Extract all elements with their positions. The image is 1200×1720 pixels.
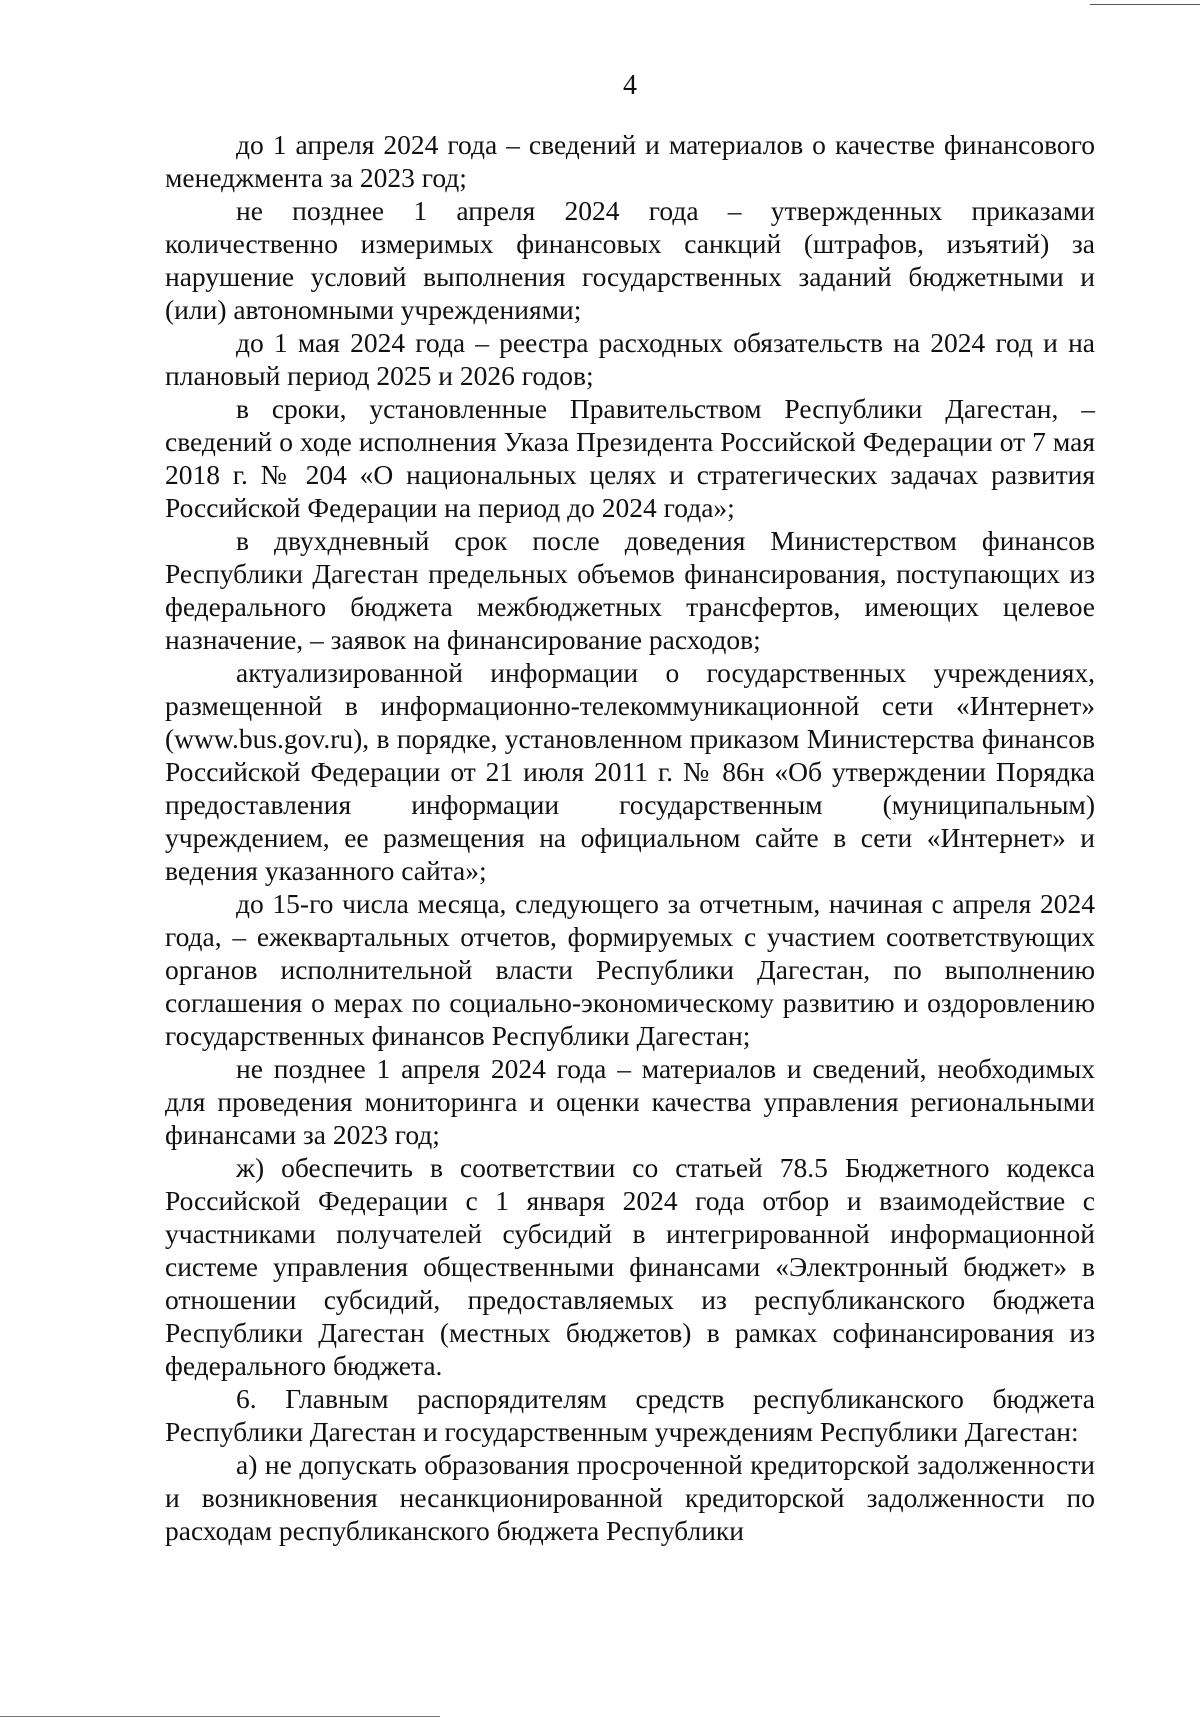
scan-edge-line-bottom bbox=[0, 1716, 440, 1717]
paragraph-institution-info: актуализированной информации о государственных учреждениях, размещенной в информационно-телекоммуникационной сети «Интернет» (www.bus.gov.ru), в порядке, установленном приказом Министерства финансов Российской Федерации от 21 июля 2011 г. № 86н «Об утверждении Порядка предоставления информации государственным (муниципальным) учреждением, ее размещения на официальном сайте в сети «Интернет» и ведения указанного сайта»; bbox=[165, 657, 1095, 886]
paragraph-financial-management: до 1 апреля 2024 года – сведений и материалов о качестве финансового менеджмента за 2023 год; bbox=[165, 129, 1095, 193]
scan-edge-line-top bbox=[1090, 4, 1200, 5]
paragraph-presidential-decree: в сроки, установленные Правительством Республики Дагестан, – сведений о ходе исполнения Указа Президента Российской Федерации от 7 мая 2018 г. № 204 «О национальных целях и стратегических задачах развития Российской Федерации на период до 2024 года»; bbox=[165, 393, 1095, 523]
document-body bbox=[165, 128, 1095, 1547]
page-number: 4 bbox=[623, 70, 637, 101]
paragraph-monitoring-materials: не позднее 1 апреля 2024 года – материалов и сведений, необходимых для проведения мониторинга и оценки качества управления региональными финансами за 2023 год; bbox=[165, 1053, 1095, 1150]
paragraph-section-6: 6. Главным распорядителям средств республиканского бюджета Республики Дагестан и государственным учреждениям Республики Дагестан: bbox=[165, 1383, 1095, 1447]
paragraph-quarterly-reports: до 15-го числа месяца, следующего за отчетным, начиная с апреля 2024 года, – ежеквартальных отчетов, формируемых с участием соответствующих органов исполнительной власти Республики Дагестан, по выполнению соглашения о мерах по социально-экономическому развитию и оздоровлению государственных финансов Республики Дагестан; bbox=[165, 888, 1095, 1051]
paragraph-accounts-payable: а) не допускать образования просроченной кредиторской задолженности и возникновения несанкционированной кредиторской задолженности по расходам республиканского бюджета Республики bbox=[165, 1449, 1095, 1546]
paragraph-electronic-budget: ж) обеспечить в соответствии со статьей 78.5 Бюджетного кодекса Российской Федерации с 1 января 2024 года отбор и взаимодействие с участниками получателей субсидий в интегрированной информационной системе управления общественными финансами «Электронный бюджет» в отношении субсидий, предоставляемых из республиканского бюджета Республики Дагестан (местных бюджетов) в рамках софинансирования из федерального бюджета. bbox=[165, 1152, 1095, 1381]
paragraph-financing-requests: в двухдневный срок после доведения Министерством финансов Республики Дагестан предельных объемов финансирования, поступающих из федерального бюджета межбюджетных трансфертов, имеющих целевое назначение, – заявок на финансирование расходов; bbox=[165, 525, 1095, 655]
paragraph-financial-sanctions: не позднее 1 апреля 2024 года – утвержденных приказами количественно измеримых финансовых санкций (штрафов, изъятий) за нарушение условий выполнения государственных заданий бюджетными и (или) автономными учреждениями; bbox=[165, 195, 1095, 325]
paragraph-expenditure-registry: до 1 мая 2024 года – реестра расходных обязательств на 2024 год и на плановый период 2025 и 2026 годов; bbox=[165, 327, 1095, 391]
